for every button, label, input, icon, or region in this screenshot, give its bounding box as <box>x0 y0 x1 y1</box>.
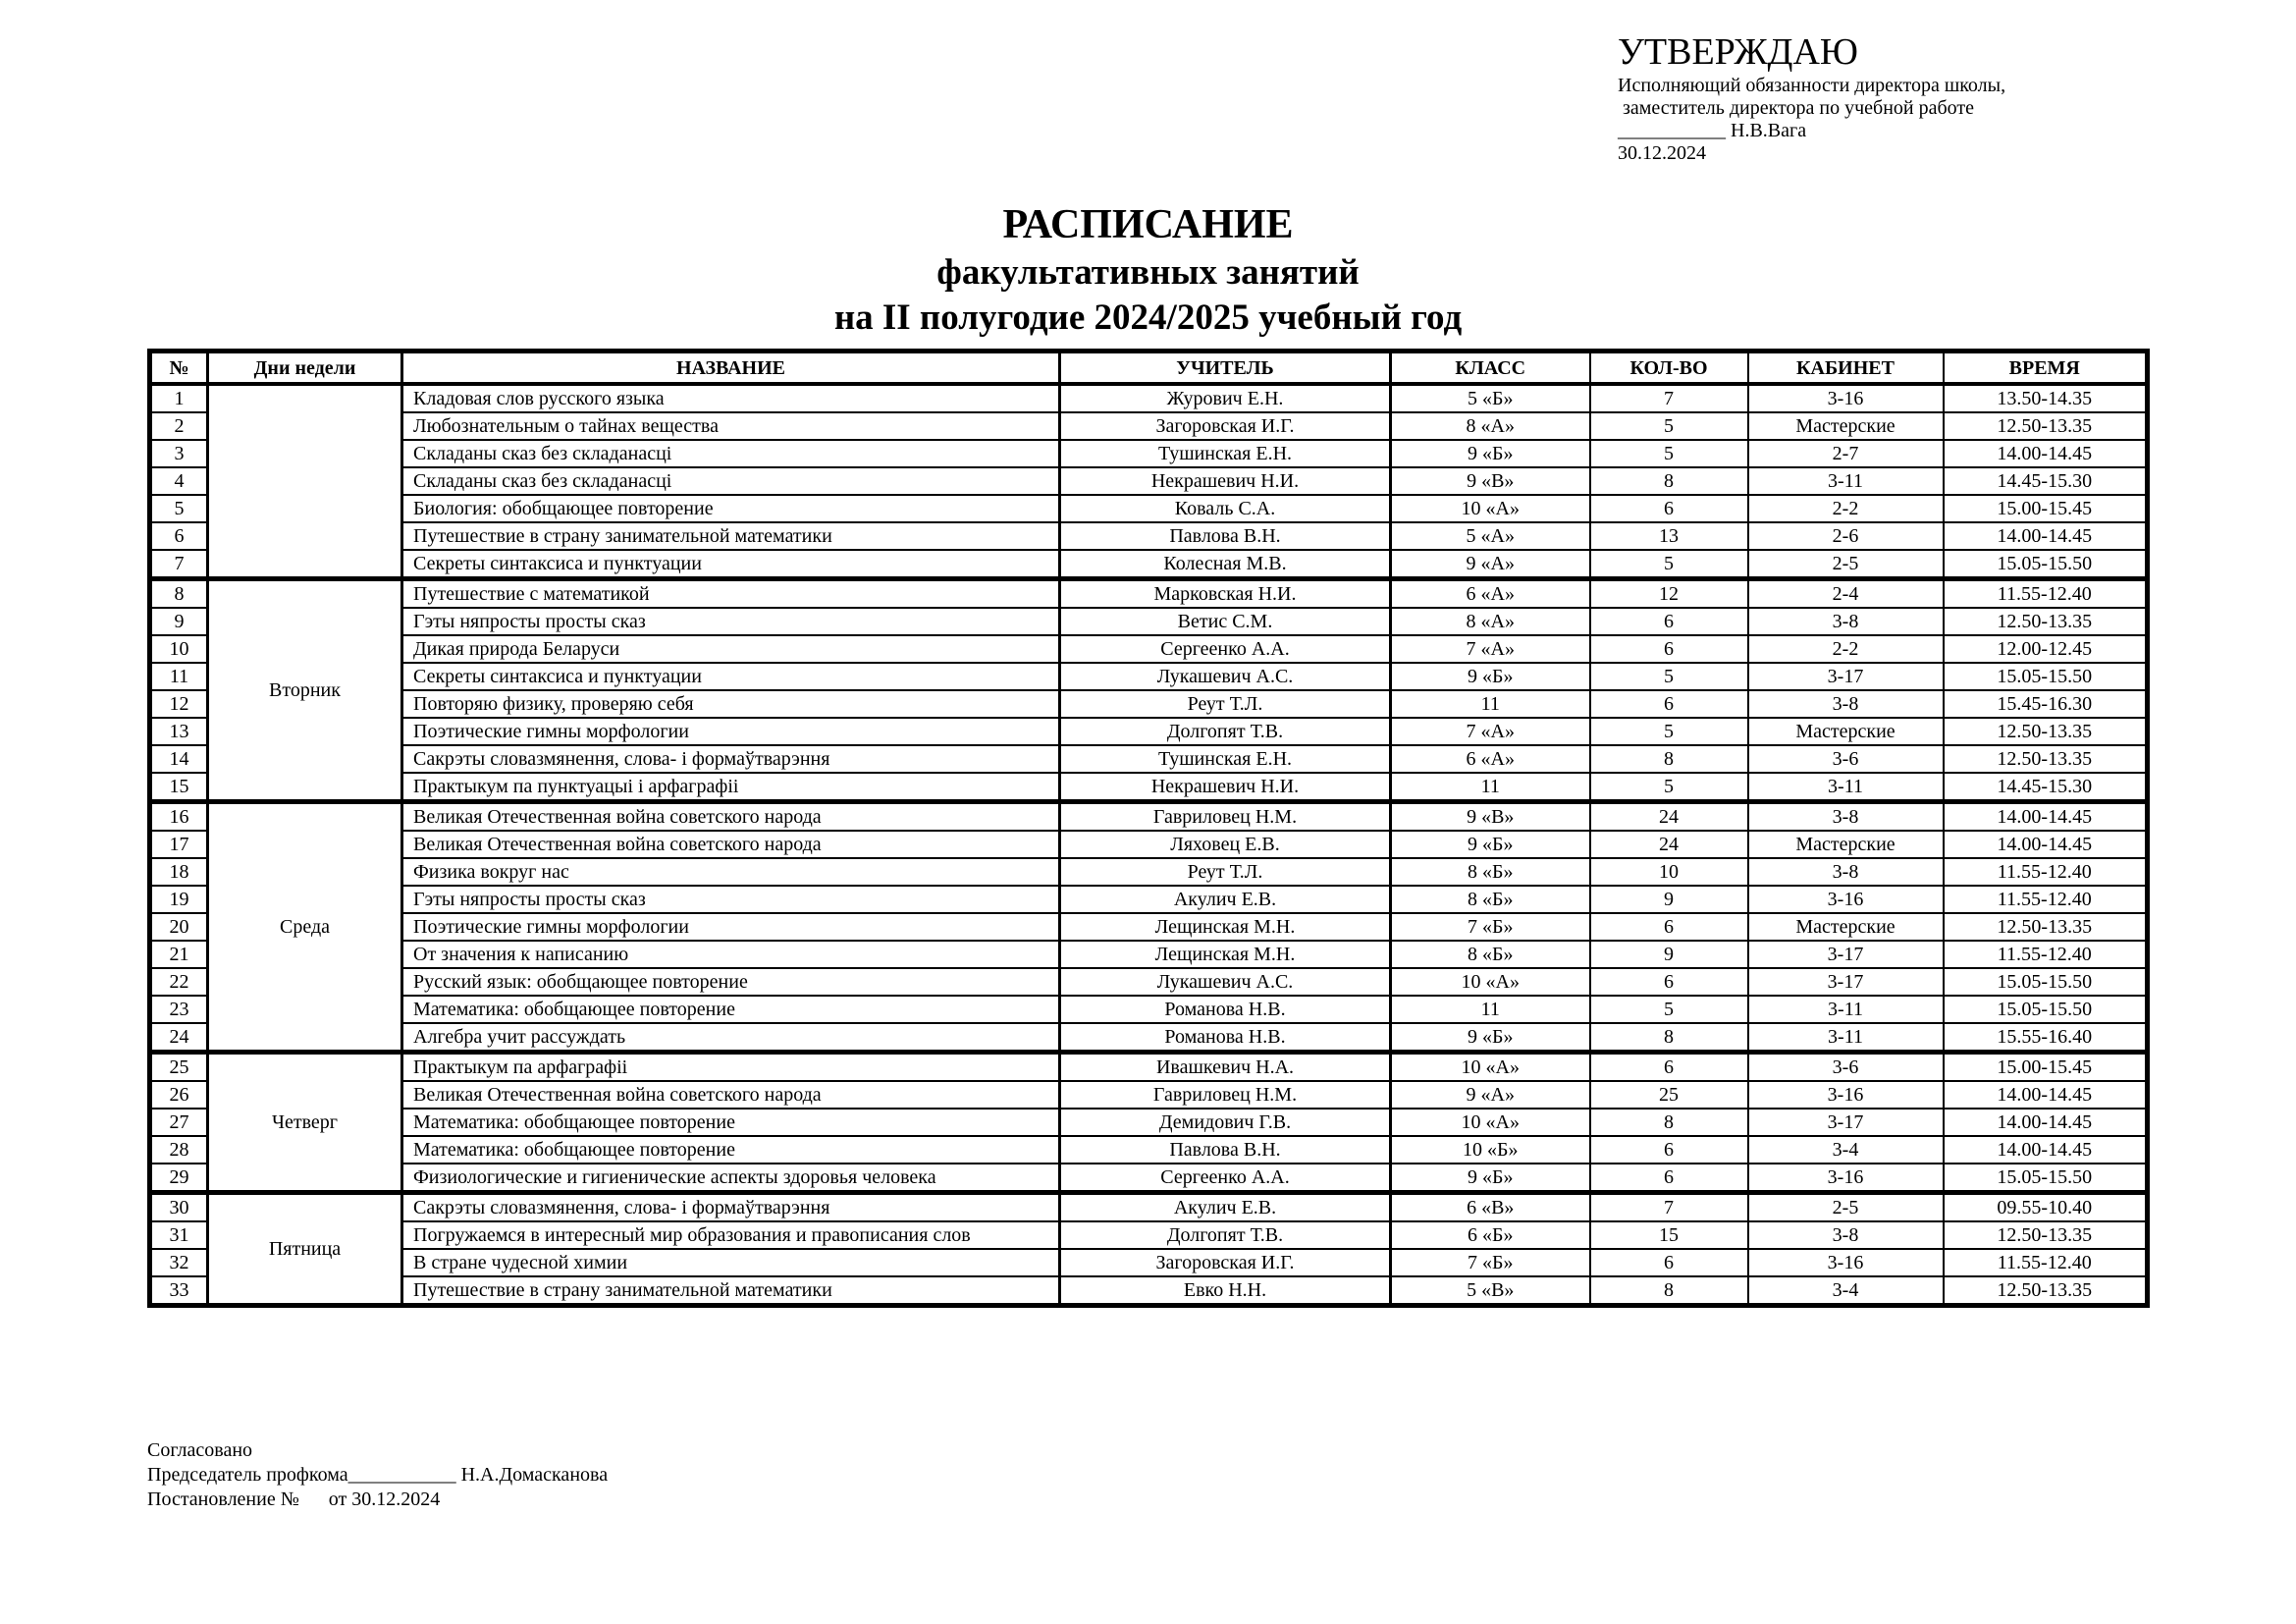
cell-count: 8 <box>1590 745 1748 773</box>
cell-time: 15.55-16.40 <box>1944 1023 2148 1053</box>
cell-teacher: Ляховец Е.В. <box>1060 831 1391 858</box>
table-row <box>150 690 2148 718</box>
cell-name: Математика: обобщающее повторение <box>402 1109 1060 1136</box>
cell-number: 11 <box>150 663 208 690</box>
cell-teacher: Тушинская Е.Н. <box>1060 440 1391 467</box>
cell-count: 8 <box>1590 467 1748 495</box>
cell-teacher: Загоровская И.Г. <box>1060 1249 1391 1276</box>
cell-teacher: Тушинская Е.Н. <box>1060 745 1391 773</box>
cell-name: Алгебра учит рассуждать <box>402 1023 1060 1053</box>
cell-room: 3-16 <box>1748 1081 1944 1109</box>
cell-number: 26 <box>150 1081 208 1109</box>
cell-number: 22 <box>150 968 208 996</box>
cell-number: 2 <box>150 412 208 440</box>
cell-teacher: Колесная М.В. <box>1060 550 1391 579</box>
cell-time: 12.00-12.45 <box>1944 635 2148 663</box>
day-of-week-cell: Вторник <box>208 579 402 802</box>
cell-name: Поэтические гимны морфологии <box>402 913 1060 941</box>
cell-teacher: Демидович Г.В. <box>1060 1109 1391 1136</box>
cell-time: 11.55-12.40 <box>1944 579 2148 609</box>
cell-number: 33 <box>150 1276 208 1306</box>
title-line-2: факультативных занятий <box>936 252 1360 293</box>
cell-name: Сакрэты словазмянення, слова- і формаўтварэння <box>402 1193 1060 1222</box>
cell-teacher: Некрашевич Н.И. <box>1060 467 1391 495</box>
cell-room: 3-8 <box>1748 608 1944 635</box>
cell-time: 12.50-13.35 <box>1944 718 2148 745</box>
cell-class: 7 «А» <box>1391 718 1590 745</box>
cell-count: 5 <box>1590 718 1748 745</box>
cell-count: 15 <box>1590 1221 1748 1249</box>
document-title <box>0 199 2296 341</box>
cell-name: Складаны сказ без складанасці <box>402 467 1060 495</box>
cell-time: 11.55-12.40 <box>1944 858 2148 886</box>
cell-teacher: Ивашкевич Н.А. <box>1060 1053 1391 1082</box>
cell-teacher: Гавриловец Н.М. <box>1060 802 1391 832</box>
cell-name: Практыкум па пунктуацыі і арфаграфіі <box>402 773 1060 802</box>
cell-name: Сакрэты словазмянення, слова- і формаўтварэння <box>402 745 1060 773</box>
cell-time: 15.00-15.45 <box>1944 495 2148 522</box>
cell-time: 15.05-15.50 <box>1944 663 2148 690</box>
cell-count: 12 <box>1590 579 1748 609</box>
cell-count: 6 <box>1590 913 1748 941</box>
table-row <box>150 886 2148 913</box>
table-row <box>150 968 2148 996</box>
cell-class: 9 «А» <box>1391 1081 1590 1109</box>
cell-class: 9 «В» <box>1391 467 1590 495</box>
cell-class: 11 <box>1391 996 1590 1023</box>
cell-time: 12.50-13.35 <box>1944 1276 2148 1306</box>
cell-room: 2-5 <box>1748 550 1944 579</box>
cell-count: 6 <box>1590 968 1748 996</box>
cell-teacher: Ветис С.М. <box>1060 608 1391 635</box>
cell-count: 8 <box>1590 1276 1748 1306</box>
cell-class: 11 <box>1391 690 1590 718</box>
cell-count: 5 <box>1590 412 1748 440</box>
cell-number: 25 <box>150 1053 208 1082</box>
cell-room: 3-16 <box>1748 1164 1944 1193</box>
cell-number: 15 <box>150 773 208 802</box>
cell-class: 9 «Б» <box>1391 1023 1590 1053</box>
cell-time: 14.00-14.45 <box>1944 802 2148 832</box>
title-line-1: РАСПИСАНИЕ <box>1002 202 1294 247</box>
cell-class: 10 «А» <box>1391 968 1590 996</box>
day-of-week-cell: Четверг <box>208 1053 402 1193</box>
cell-time: 14.00-14.45 <box>1944 1109 2148 1136</box>
cell-class: 9 «Б» <box>1391 440 1590 467</box>
cell-name: Великая Отечественная война советского народа <box>402 1081 1060 1109</box>
cell-number: 31 <box>150 1221 208 1249</box>
cell-number: 16 <box>150 802 208 832</box>
day-of-week-cell <box>208 384 402 579</box>
cell-room: 3-17 <box>1748 941 1944 968</box>
cell-count: 5 <box>1590 550 1748 579</box>
cell-count: 6 <box>1590 495 1748 522</box>
cell-room: 3-11 <box>1748 1023 1944 1053</box>
table-header-row <box>150 352 2148 385</box>
cell-class: 8 «А» <box>1391 608 1590 635</box>
table-row <box>150 1276 2148 1306</box>
cell-class: 7 «Б» <box>1391 913 1590 941</box>
approval-signature: ___________ Н.В.Вага <box>1618 120 1807 141</box>
cell-teacher: Коваль С.А. <box>1060 495 1391 522</box>
cell-count: 6 <box>1590 608 1748 635</box>
cell-number: 4 <box>150 467 208 495</box>
cell-teacher: Реут Т.Л. <box>1060 858 1391 886</box>
cell-teacher: Павлова В.Н. <box>1060 1136 1391 1164</box>
table-row <box>150 579 2148 609</box>
cell-name: Физика вокруг нас <box>402 858 1060 886</box>
cell-teacher: Романова Н.В. <box>1060 1023 1391 1053</box>
cell-class: 10 «А» <box>1391 1109 1590 1136</box>
table-row <box>150 522 2148 550</box>
cell-room: 3-16 <box>1748 384 1944 412</box>
table-row <box>150 412 2148 440</box>
cell-room: 3-8 <box>1748 858 1944 886</box>
table-row <box>150 831 2148 858</box>
approval-position: Исполняющий обязанности директора школы, <box>1618 75 2006 96</box>
table-row <box>150 467 2148 495</box>
cell-teacher: Лещинская М.Н. <box>1060 913 1391 941</box>
cell-count: 6 <box>1590 1053 1748 1082</box>
approval-date: 30.12.2024 <box>1618 142 1706 164</box>
cell-room: 3-8 <box>1748 690 1944 718</box>
cell-class: 8 «А» <box>1391 412 1590 440</box>
cell-class: 11 <box>1391 773 1590 802</box>
cell-room: 3-6 <box>1748 745 1944 773</box>
table-row <box>150 1023 2148 1053</box>
cell-count: 6 <box>1590 1164 1748 1193</box>
table-row <box>150 1193 2148 1222</box>
table-row <box>150 495 2148 522</box>
cell-count: 6 <box>1590 1249 1748 1276</box>
cell-count: 7 <box>1590 1193 1748 1222</box>
cell-class: 5 «Б» <box>1391 384 1590 412</box>
table-row <box>150 773 2148 802</box>
cell-count: 6 <box>1590 1136 1748 1164</box>
cell-time: 11.55-12.40 <box>1944 1249 2148 1276</box>
cell-count: 25 <box>1590 1081 1748 1109</box>
cell-count: 5 <box>1590 663 1748 690</box>
cell-number: 29 <box>150 1164 208 1193</box>
table-row <box>150 718 2148 745</box>
cell-time: 09.55-10.40 <box>1944 1193 2148 1222</box>
cell-name: Погружаемся в интересный мир образования и правописания слов <box>402 1221 1060 1249</box>
cell-time: 11.55-12.40 <box>1944 941 2148 968</box>
cell-class: 9 «А» <box>1391 550 1590 579</box>
cell-number: 17 <box>150 831 208 858</box>
cell-time: 12.50-13.35 <box>1944 608 2148 635</box>
cell-time: 13.50-14.35 <box>1944 384 2148 412</box>
cell-time: 15.45-16.30 <box>1944 690 2148 718</box>
cell-teacher: Реут Т.Л. <box>1060 690 1391 718</box>
cell-count: 9 <box>1590 941 1748 968</box>
cell-class: 7 «А» <box>1391 635 1590 663</box>
approval-block <box>1618 29 2005 165</box>
cell-name: Гэты няпросты просты сказ <box>402 608 1060 635</box>
cell-count: 10 <box>1590 858 1748 886</box>
table-row <box>150 1081 2148 1109</box>
table-row <box>150 1221 2148 1249</box>
cell-teacher: Евко Н.Н. <box>1060 1276 1391 1306</box>
cell-class: 9 «В» <box>1391 802 1590 832</box>
cell-number: 13 <box>150 718 208 745</box>
cell-number: 32 <box>150 1249 208 1276</box>
cell-number: 23 <box>150 996 208 1023</box>
cell-number: 3 <box>150 440 208 467</box>
table-row <box>150 745 2148 773</box>
cell-number: 5 <box>150 495 208 522</box>
cell-room: Мастерские <box>1748 412 1944 440</box>
cell-teacher: Загоровская И.Г. <box>1060 412 1391 440</box>
cell-class: 8 «Б» <box>1391 941 1590 968</box>
cell-number: 20 <box>150 913 208 941</box>
cell-class: 10 «А» <box>1391 1053 1590 1082</box>
cell-count: 8 <box>1590 1109 1748 1136</box>
cell-teacher: Журович Е.Н. <box>1060 384 1391 412</box>
cell-class: 10 «Б» <box>1391 1136 1590 1164</box>
cell-room: 3-8 <box>1748 1221 1944 1249</box>
cell-room: 3-16 <box>1748 1249 1944 1276</box>
cell-room: Мастерские <box>1748 831 1944 858</box>
table-row <box>150 384 2148 412</box>
cell-class: 7 «Б» <box>1391 1249 1590 1276</box>
table-row <box>150 1136 2148 1164</box>
cell-class: 6 «А» <box>1391 745 1590 773</box>
cell-name: Повторяю физику, проверяю себя <box>402 690 1060 718</box>
cell-name: Путешествие с математикой <box>402 579 1060 609</box>
cell-number: 7 <box>150 550 208 579</box>
cell-class: 10 «А» <box>1391 495 1590 522</box>
schedule-table <box>147 349 2150 1308</box>
cell-time: 15.00-15.45 <box>1944 1053 2148 1082</box>
cell-number: 24 <box>150 1023 208 1053</box>
table-row <box>150 941 2148 968</box>
cell-name: Поэтические гимны морфологии <box>402 718 1060 745</box>
cell-number: 28 <box>150 1136 208 1164</box>
cell-class: 5 «В» <box>1391 1276 1590 1306</box>
approval-position-2: заместитель директора по учебной работе <box>1618 97 1975 119</box>
table-row <box>150 608 2148 635</box>
approval-heading: УТВЕРЖДАЮ <box>1618 31 1858 73</box>
cell-time: 12.50-13.35 <box>1944 913 2148 941</box>
cell-room: 3-4 <box>1748 1276 1944 1306</box>
cell-teacher: Лукашевич А.С. <box>1060 968 1391 996</box>
cell-count: 6 <box>1590 635 1748 663</box>
cell-room: 2-7 <box>1748 440 1944 467</box>
agreement-heading: Согласовано <box>147 1439 253 1461</box>
table-row <box>150 550 2148 579</box>
cell-room: 3-17 <box>1748 968 1944 996</box>
cell-name: Великая Отечественная война советского народа <box>402 831 1060 858</box>
cell-room: 3-6 <box>1748 1053 1944 1082</box>
cell-count: 24 <box>1590 802 1748 832</box>
cell-number: 10 <box>150 635 208 663</box>
table-row <box>150 1164 2148 1193</box>
cell-room: Мастерские <box>1748 718 1944 745</box>
cell-count: 5 <box>1590 773 1748 802</box>
cell-name: Биология: обобщающее повторение <box>402 495 1060 522</box>
cell-time: 15.05-15.50 <box>1944 1164 2148 1193</box>
header-name: НАЗВАНИЕ <box>402 352 1060 385</box>
cell-number: 12 <box>150 690 208 718</box>
cell-room: 3-4 <box>1748 1136 1944 1164</box>
table-row <box>150 440 2148 467</box>
cell-name: Великая Отечественная война советского народа <box>402 802 1060 832</box>
cell-count: 24 <box>1590 831 1748 858</box>
cell-class: 9 «Б» <box>1391 831 1590 858</box>
cell-time: 12.50-13.35 <box>1944 1221 2148 1249</box>
table-row <box>150 635 2148 663</box>
cell-name: Математика: обобщающее повторение <box>402 1136 1060 1164</box>
cell-time: 14.00-14.45 <box>1944 522 2148 550</box>
cell-class: 9 «Б» <box>1391 663 1590 690</box>
cell-room: Мастерские <box>1748 913 1944 941</box>
cell-count: 6 <box>1590 690 1748 718</box>
cell-number: 27 <box>150 1109 208 1136</box>
cell-name: Физиологические и гигиенические аспекты здоровья человека <box>402 1164 1060 1193</box>
table-row <box>150 1109 2148 1136</box>
cell-number: 8 <box>150 579 208 609</box>
cell-count: 9 <box>1590 886 1748 913</box>
cell-time: 12.50-13.35 <box>1944 412 2148 440</box>
cell-name: В стране чудесной химии <box>402 1249 1060 1276</box>
cell-count: 8 <box>1590 1023 1748 1053</box>
cell-name: Секреты синтаксиса и пунктуации <box>402 663 1060 690</box>
day-of-week-cell: Среда <box>208 802 402 1053</box>
cell-room: 3-17 <box>1748 1109 1944 1136</box>
cell-room: 2-4 <box>1748 579 1944 609</box>
cell-number: 9 <box>150 608 208 635</box>
cell-time: 14.45-15.30 <box>1944 467 2148 495</box>
header-class: КЛАСС <box>1391 352 1590 385</box>
cell-class: 8 «Б» <box>1391 886 1590 913</box>
cell-count: 5 <box>1590 440 1748 467</box>
cell-name: Гэты няпросты просты сказ <box>402 886 1060 913</box>
cell-number: 6 <box>150 522 208 550</box>
cell-teacher: Лукашевич А.С. <box>1060 663 1391 690</box>
cell-time: 12.50-13.35 <box>1944 745 2148 773</box>
cell-room: 3-11 <box>1748 467 1944 495</box>
cell-time: 15.05-15.50 <box>1944 550 2148 579</box>
table-row <box>150 858 2148 886</box>
cell-time: 11.55-12.40 <box>1944 886 2148 913</box>
cell-room: 3-11 <box>1748 773 1944 802</box>
cell-class: 6 «Б» <box>1391 1221 1590 1249</box>
cell-teacher: Акулич Е.В. <box>1060 886 1391 913</box>
cell-teacher: Сергеенко А.А. <box>1060 635 1391 663</box>
title-line-3: на II полугодие 2024/2025 учебный год <box>833 298 1463 338</box>
table-row <box>150 913 2148 941</box>
cell-time: 14.00-14.45 <box>1944 440 2148 467</box>
cell-teacher: Сергеенко А.А. <box>1060 1164 1391 1193</box>
agreement-resolution: Постановление № от 30.12.2024 <box>147 1489 441 1510</box>
cell-name: Кладовая слов русского языка <box>402 384 1060 412</box>
agreement-signature: Председатель профкома___________ Н.А.Домасканова <box>147 1464 609 1486</box>
cell-room: 2-2 <box>1748 635 1944 663</box>
cell-room: 2-6 <box>1748 522 1944 550</box>
cell-teacher: Акулич Е.В. <box>1060 1193 1391 1222</box>
table-row <box>150 996 2148 1023</box>
header-time: ВРЕМЯ <box>1944 352 2148 385</box>
cell-class: 9 «Б» <box>1391 1164 1590 1193</box>
cell-time: 14.00-14.45 <box>1944 1081 2148 1109</box>
cell-class: 6 «В» <box>1391 1193 1590 1222</box>
cell-teacher: Романова Н.В. <box>1060 996 1391 1023</box>
header-count: КОЛ-ВО <box>1590 352 1748 385</box>
cell-class: 8 «Б» <box>1391 858 1590 886</box>
cell-room: 2-2 <box>1748 495 1944 522</box>
cell-teacher: Долгопят Т.В. <box>1060 718 1391 745</box>
cell-room: 3-17 <box>1748 663 1944 690</box>
cell-teacher: Марковская Н.И. <box>1060 579 1391 609</box>
cell-teacher: Лещинская М.Н. <box>1060 941 1391 968</box>
cell-name: Русский язык: обобщающее повторение <box>402 968 1060 996</box>
cell-teacher: Некрашевич Н.И. <box>1060 773 1391 802</box>
header-teacher: УЧИТЕЛЬ <box>1060 352 1391 385</box>
cell-time: 14.45-15.30 <box>1944 773 2148 802</box>
cell-name: Дикая природа Беларуси <box>402 635 1060 663</box>
cell-name: Практыкум па арфаграфіі <box>402 1053 1060 1082</box>
cell-time: 15.05-15.50 <box>1944 968 2148 996</box>
cell-number: 14 <box>150 745 208 773</box>
cell-number: 19 <box>150 886 208 913</box>
cell-count: 5 <box>1590 996 1748 1023</box>
cell-time: 14.00-14.45 <box>1944 1136 2148 1164</box>
cell-name: Складаны сказ без складанасці <box>402 440 1060 467</box>
header-number: № <box>150 352 208 385</box>
cell-number: 18 <box>150 858 208 886</box>
agreement-block <box>147 1438 608 1512</box>
cell-room: 3-16 <box>1748 886 1944 913</box>
cell-teacher: Долгопят Т.В. <box>1060 1221 1391 1249</box>
cell-name: От значения к написанию <box>402 941 1060 968</box>
cell-count: 13 <box>1590 522 1748 550</box>
table-row <box>150 802 2148 832</box>
cell-teacher: Павлова В.Н. <box>1060 522 1391 550</box>
cell-time: 14.00-14.45 <box>1944 831 2148 858</box>
header-day: Дни недели <box>208 352 402 385</box>
cell-number: 1 <box>150 384 208 412</box>
header-room: КАБИНЕТ <box>1748 352 1944 385</box>
cell-room: 3-11 <box>1748 996 1944 1023</box>
schedule-body <box>150 384 2148 1306</box>
cell-room: 2-5 <box>1748 1193 1944 1222</box>
cell-room: 3-8 <box>1748 802 1944 832</box>
table-row <box>150 1249 2148 1276</box>
cell-class: 5 «А» <box>1391 522 1590 550</box>
table-row <box>150 1053 2148 1082</box>
cell-time: 15.05-15.50 <box>1944 996 2148 1023</box>
table-row <box>150 663 2148 690</box>
cell-name: Любознательным о тайнах вещества <box>402 412 1060 440</box>
day-of-week-cell: Пятница <box>208 1193 402 1306</box>
cell-name: Путешествие в страну занимательной математики <box>402 522 1060 550</box>
cell-teacher: Гавриловец Н.М. <box>1060 1081 1391 1109</box>
cell-number: 21 <box>150 941 208 968</box>
cell-name: Путешествие в страну занимательной математики <box>402 1276 1060 1306</box>
cell-class: 6 «А» <box>1391 579 1590 609</box>
cell-name: Математика: обобщающее повторение <box>402 996 1060 1023</box>
cell-count: 7 <box>1590 384 1748 412</box>
cell-name: Секреты синтаксиса и пунктуации <box>402 550 1060 579</box>
cell-number: 30 <box>150 1193 208 1222</box>
